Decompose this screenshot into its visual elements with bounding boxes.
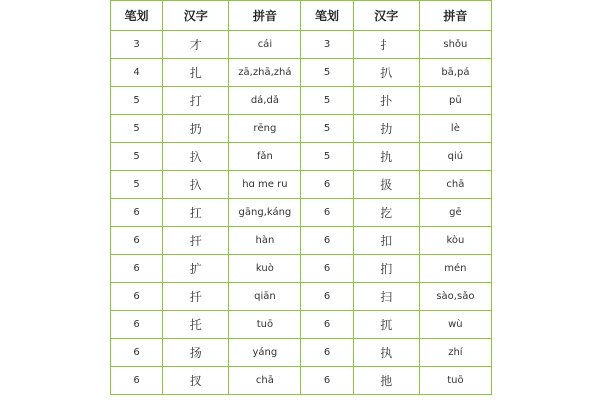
pinyin-cell: hɑ me ru: [229, 171, 301, 199]
char-cell: 扡: [353, 367, 419, 395]
header-char-left: 汉字: [163, 1, 229, 31]
pinyin-cell: chā: [229, 367, 301, 395]
char-cell: 扩: [163, 255, 229, 283]
char-cell: 打: [163, 87, 229, 115]
table-row: [111, 143, 492, 171]
header-strokes-left: 笔划: [111, 1, 163, 31]
pinyin-cell: wù: [419, 311, 491, 339]
strokes-cell: 6: [301, 283, 353, 311]
pinyin-cell: pū: [419, 87, 491, 115]
char-cell: 才: [163, 31, 229, 59]
table-row: [111, 367, 492, 395]
char-cell: 扌: [353, 31, 419, 59]
char-cell: 扏: [353, 143, 419, 171]
strokes-cell: 6: [301, 255, 353, 283]
strokes-cell: 5: [111, 143, 163, 171]
strokes-cell: 5: [301, 115, 353, 143]
strokes-cell: 5: [111, 171, 163, 199]
header-pinyin-right: 拼音: [419, 1, 491, 31]
pinyin-cell: bā,pá: [419, 59, 491, 87]
char-cell: 扣: [353, 227, 419, 255]
char-cell: 扪: [353, 255, 419, 283]
char-cell: 扒: [353, 59, 419, 87]
char-cell: 扞: [163, 227, 229, 255]
pinyin-cell: yáng: [229, 339, 301, 367]
strokes-cell: 5: [111, 87, 163, 115]
strokes-cell: 6: [301, 367, 353, 395]
strokes-cell: 6: [301, 227, 353, 255]
char-cell: 扫: [353, 283, 419, 311]
char-cell: 扖: [163, 171, 229, 199]
pinyin-cell: zā,zhā,zhá: [229, 59, 301, 87]
strokes-cell: 5: [111, 115, 163, 143]
pinyin-cell: sào,sǎo: [419, 283, 491, 311]
strokes-cell: 6: [301, 311, 353, 339]
pinyin-cell: qiān: [229, 283, 301, 311]
char-cell: 扎: [163, 59, 229, 87]
strokes-cell: 5: [301, 87, 353, 115]
strokes-cell: 5: [301, 59, 353, 87]
pinyin-cell: cái: [229, 31, 301, 59]
char-cell: 扑: [353, 87, 419, 115]
pinyin-cell: gāng,káng: [229, 199, 301, 227]
strokes-cell: 6: [111, 311, 163, 339]
header-char-right: 汉字: [353, 1, 419, 31]
hanzi-stroke-table: [110, 0, 492, 395]
strokes-cell: 3: [301, 31, 353, 59]
strokes-cell: 6: [301, 199, 353, 227]
strokes-cell: 6: [301, 171, 353, 199]
table-row: [111, 255, 492, 283]
char-cell: 扔: [163, 115, 229, 143]
char-cell: 扤: [353, 311, 419, 339]
header-pinyin-left: 拼音: [229, 1, 301, 31]
pinyin-cell: shǒu: [419, 31, 491, 59]
char-cell: 扬: [163, 339, 229, 367]
char-cell: 执: [353, 339, 419, 367]
char-cell: 扦: [163, 283, 229, 311]
table-row: [111, 283, 492, 311]
header-strokes-right: 笔划: [301, 1, 353, 31]
strokes-cell: 6: [111, 199, 163, 227]
table-header-row: [111, 1, 492, 31]
table-row: [111, 339, 492, 367]
pinyin-cell: gē: [419, 199, 491, 227]
char-cell: 扐: [353, 115, 419, 143]
strokes-cell: 6: [111, 283, 163, 311]
strokes-cell: 4: [111, 59, 163, 87]
strokes-cell: 6: [111, 367, 163, 395]
pinyin-cell: tuō: [229, 311, 301, 339]
table-row: [111, 227, 492, 255]
pinyin-cell: kòu: [419, 227, 491, 255]
pinyin-cell: lè: [419, 115, 491, 143]
strokes-cell: 5: [301, 143, 353, 171]
pinyin-cell: hàn: [229, 227, 301, 255]
char-cell: 扛: [163, 199, 229, 227]
pinyin-cell: tuō: [419, 367, 491, 395]
char-cell: 托: [163, 311, 229, 339]
table-row: [111, 199, 492, 227]
strokes-cell: 3: [111, 31, 163, 59]
pinyin-cell: zhí: [419, 339, 491, 367]
char-cell: 扖: [163, 143, 229, 171]
pinyin-cell: qiú: [419, 143, 491, 171]
char-cell: 扱: [353, 171, 419, 199]
strokes-cell: 6: [301, 339, 353, 367]
table-row: [111, 311, 492, 339]
char-cell: 扠: [163, 367, 229, 395]
stroke-table-container: [110, 0, 492, 400]
pinyin-cell: rēng: [229, 115, 301, 143]
char-cell: 扢: [353, 199, 419, 227]
table-row: [111, 171, 492, 199]
pinyin-cell: chā: [419, 171, 491, 199]
pinyin-cell: kuò: [229, 255, 301, 283]
pinyin-cell: fǎn: [229, 143, 301, 171]
strokes-cell: 6: [111, 339, 163, 367]
table-row: [111, 59, 492, 87]
table-row: [111, 87, 492, 115]
pinyin-cell: mén: [419, 255, 491, 283]
pinyin-cell: dá,dǎ: [229, 87, 301, 115]
table-row: [111, 31, 492, 59]
strokes-cell: 6: [111, 227, 163, 255]
table-row: [111, 115, 492, 143]
strokes-cell: 6: [111, 255, 163, 283]
